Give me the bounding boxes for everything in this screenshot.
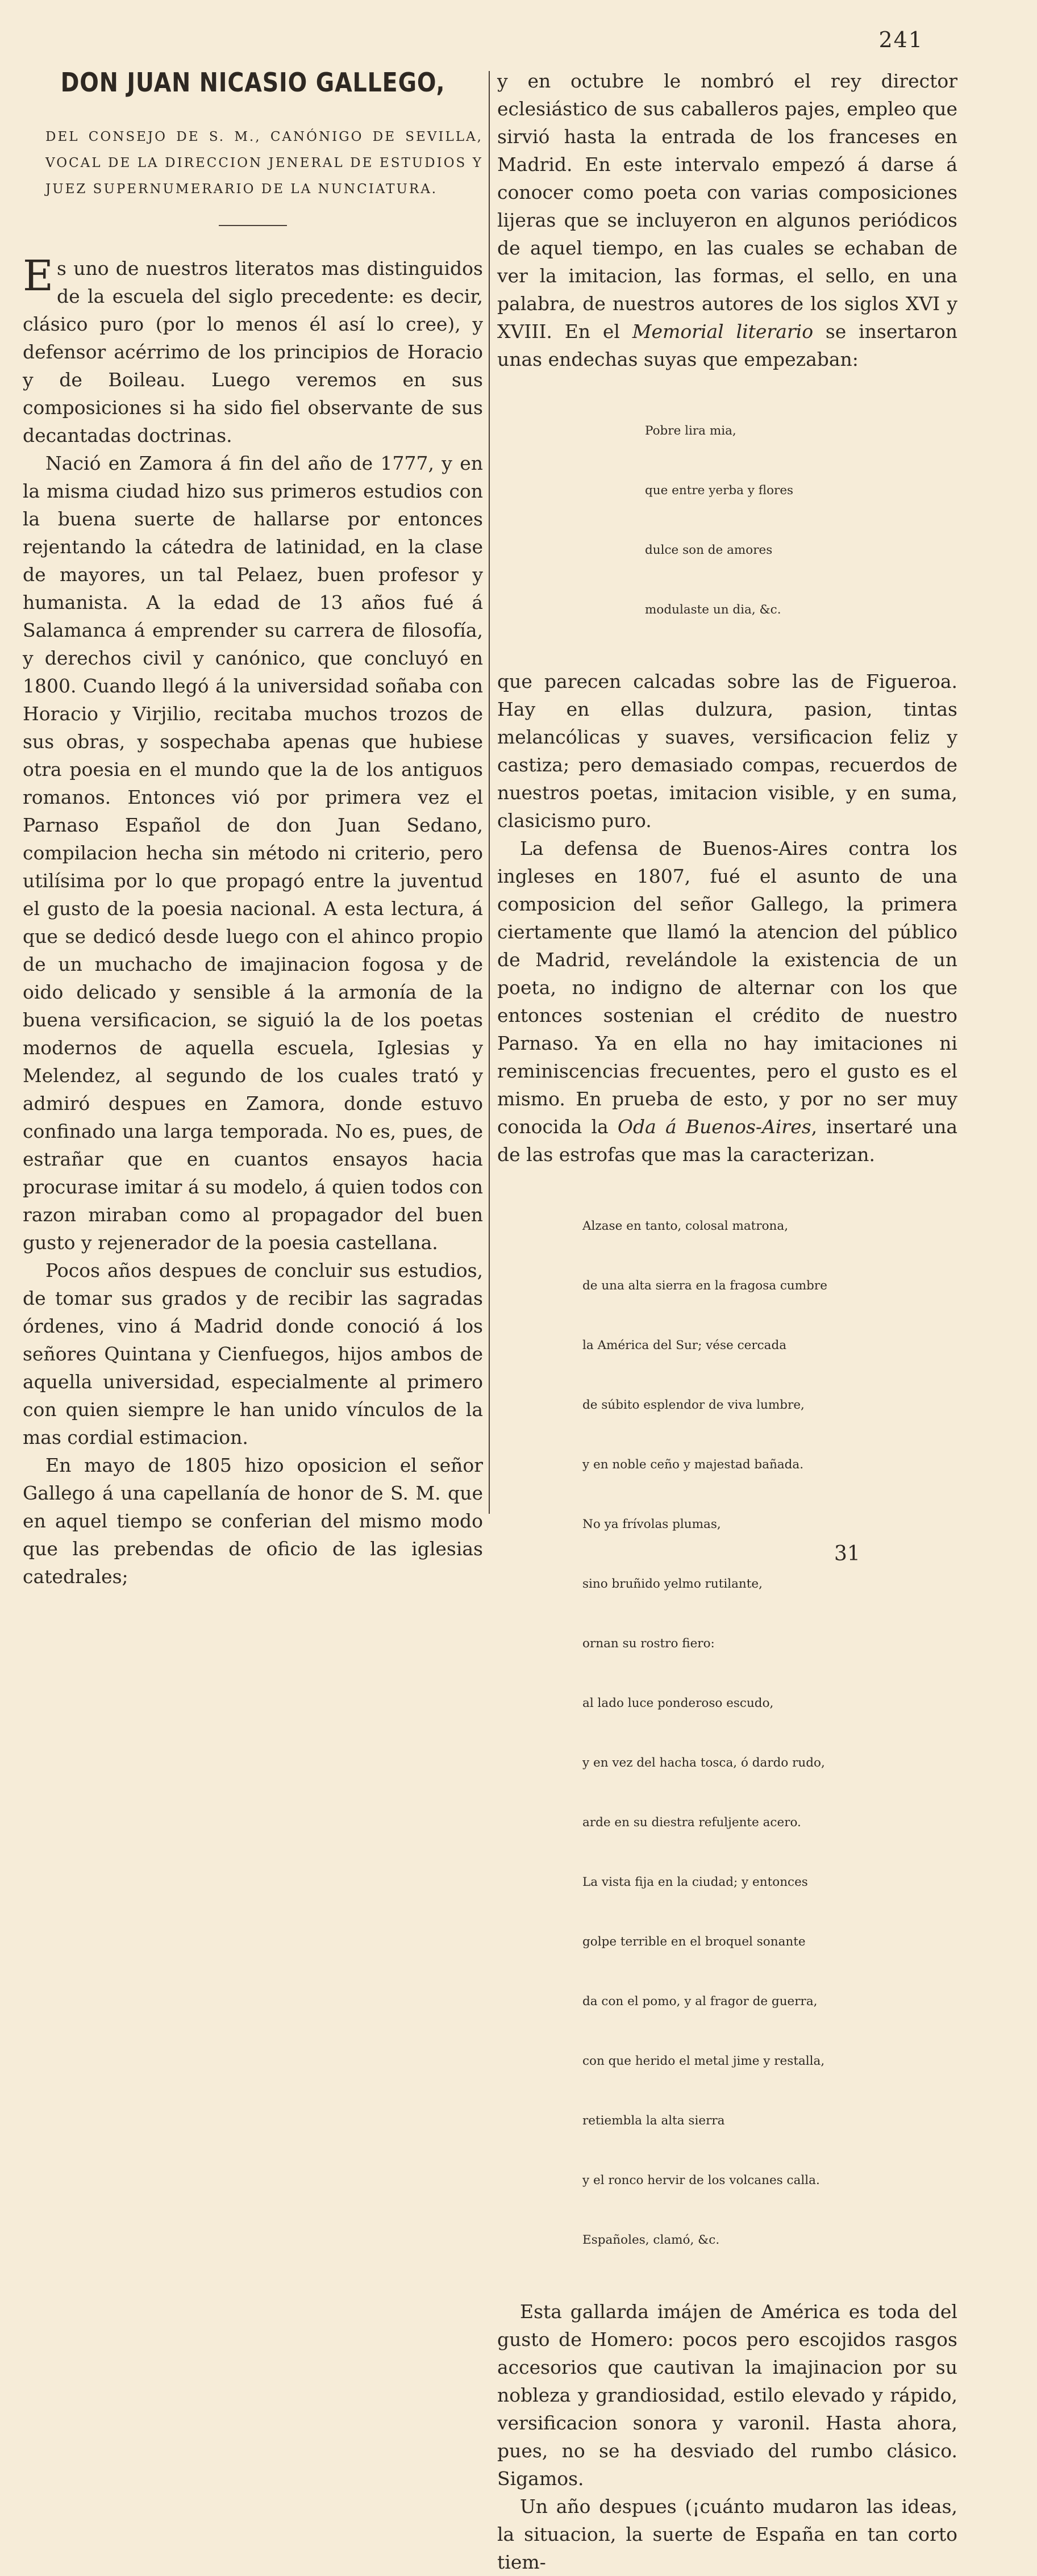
paragraph-5: y en octubre le nombró el rey director eclesiástico de sus caballeros pajes, empleo que sirvió hasta la entrada de los franceses en Madrid. En este intervalo empezó á darse á conocer como poeta con varias composiciones lijeras que se incluyeron en algunos periódicos de aquel tiempo, en las cuales se echaban de ver la imitacion, las formas, el sello, en una palabra, de nuestros autores de los siglos XVI y XVIII. En el Memorial literario se insertaron unas endechas suyas que empezaban:: [497, 70, 957, 370]
paragraph-2: Nació en Zamora á fin del año de 1777, y en la misma ciudad hizo sus primeros estudios con la buena suerte de hallarse por entonces rejentando la cátedra de latinidad, en la clase de mayores, un tal Pelaez, buen profesor y humanista. A la edad de 13 años fué á Salamanca á emprender su carrera de filosofía, y derechos civil y canónico, que concluyó en 1800. Cuando llegó á la universidad soñaba con Horacio y Virjilio, recitaba muchos trozos de sus obras, y sospechaba apenas que hubiese otra poesia en el mundo que la de los antiguos romanos. Entonces vió por primera vez el Parnaso Español de don Juan Sedano, compilacion hecha sin método ni criterio, pero utilísima por lo que propagó entre la juventud el gusto de la poesia nacional. A esta lectura, á que se dedicó desde luego con el ahinco propio de un muchacho de imajinacion fogosa y de oido delicado y sensible á la armonía de la buena versificacion, se siguió la de los poetas modernos de aquella escuela, Iglesias y Melendez, al segundo de los cuales trató y admiró despues en Zamora, donde estuvo confinado una larga temporada. No es, pues, de estrañar que en cuantos ensayos hacia procurase imitar á su modelo, á quien todos con razon miraban como al propagador del buen gusto y rejenerador de la poesia castellana.: [23, 452, 483, 1254]
verse-line: arde en su diestra refuljente acero.: [582, 1815, 801, 1830]
left-column: [23, 67, 483, 1590]
paragraph-1-text: s uno de nuestros literatos mas distinguidos de la escuela del siglo precedente: es decir, clásico puro (por lo menos él así lo cree), y defensor acérrimo de los principios de Horacio y de Boileau. Luego veremos en sus composiciones si ha sido fiel observante de sus decantadas doctrinas.: [23, 257, 483, 446]
journal-title: Memorial literario: [632, 320, 814, 343]
paragraph-4: En mayo de 1805 hizo oposicion el señor Gallego á una capellanía de honor de S. M. que en aquel tiempo se conferian del mismo modo que las prebendas de oficio de las iglesias catedrales;: [23, 1454, 483, 1588]
verse-line: No ya frívolas plumas,: [582, 1517, 721, 1531]
verse-line: Españoles, clamó, &c.: [582, 2233, 720, 2247]
verse-line: de una alta sierra en la fragosa cumbre: [582, 1279, 827, 1293]
verse-line: la América del Sur; vése cercada: [582, 1338, 787, 1352]
article-title: DON JUAN NICASIO GALLEGO,: [60, 67, 445, 98]
verse-line: La vista fija en la ciudad; y entonces: [582, 1875, 808, 1889]
ode-title: Oda á Buenos-Aires: [617, 1116, 811, 1138]
verse-line: modulaste un dia, &c.: [645, 603, 781, 617]
paragraph-8: Esta gallarda imájen de América es toda del gusto de Homero: pocos pero escojidos rasgos accesorios que cautivan la imajinacion por su nobleza y grandiosidad, estilo elevado y rápido, versificacion sonora y varonil. Hasta ahora, pues, no se ha desviado del rumbo clásico. Sigamos.: [497, 2301, 957, 2490]
article-subtitle: DEL CONSEJO DE S. M., CANÓNIGO DE SEVILLA, VOCAL DE LA DIRECCION JENERAL DE ESTUDIOS Y JUEZ SUPERNUMERARIO DE LA NUNCIATURA.: [45, 130, 483, 197]
paragraph-7: La defensa de Buenos-Aires contra los ingleses en 1807, fué el asunto de una composicion del señor Gallego, la primera ciertamente que llamó la atencion del público de Madrid, revelándole la existencia de un poeta, no indigno de alternar con los que entonces sostenian el crédito de nuestro Parnaso. Ya en ella no hay imitaciones ni reminiscencias frecuentes, pero el gusto es el mismo. En prueba de esto, y por no ser muy conocida la Oda á Buenos-Aires, insertaré una de las estrofas que mas la caracterizan.: [497, 837, 957, 1166]
verse-line: y el ronco hervir de los volcanes calla.: [582, 2173, 820, 2187]
verse-line: y en vez del hacha tosca, ó dardo rudo,: [582, 1756, 825, 1770]
verse-line: de súbito esplendor de viva lumbre,: [582, 1398, 805, 1412]
verse-line: da con el pomo, y al fragor de guerra,: [582, 1994, 818, 2009]
verse-line: al lado luce ponderoso escudo,: [582, 1696, 774, 1710]
verse-line: ornan su rostro fiero:: [582, 1636, 715, 1651]
page-number: 241: [878, 27, 923, 52]
verse-line: Alzase en tanto, colosal matrona,: [582, 1219, 789, 1233]
verse-line: con que herido el metal jime y restalla,: [582, 2054, 825, 2068]
verse-line: sino bruñido yelmo rutilante,: [582, 1577, 763, 1591]
verse-oda: [497, 1176, 957, 2290]
verse-line: golpe terrible en el broquel sonante: [582, 1935, 806, 1949]
verse-line: y en noble ceño y majestad bañada.: [582, 1458, 804, 1472]
right-column: [497, 67, 957, 2576]
paragraph-3: Pocos años despues de concluir sus estudios, de tomar sus grados y de recibir las sagradas órdenes, vino á Madrid donde conoció á los señores Quintana y Cienfuegos, hijos ambos de aquella universidad, especialmente al primero con quien siempre le han unido vínculos de la mas cordial estimacion.: [23, 1259, 483, 1448]
verse-endechas: [497, 381, 957, 659]
title-rule: [219, 225, 287, 226]
paragraph-6: que parecen calcadas sobre las de Figueroa. Hay en ellas dulzura, pasion, tintas melancólicas y suaves, versificacion feliz y castiza; pero demasiado compas, recuerdos de nuestros poetas, imitacion visible, y en suma, clasicismo puro.: [497, 670, 957, 832]
verse-line: retiembla la alta sierra: [582, 2114, 725, 2128]
paragraph-1: [23, 254, 483, 449]
verse-line: dulce son de amores: [645, 543, 773, 557]
column-divider: [489, 71, 490, 1514]
verse-line: que entre yerba y flores: [645, 483, 794, 498]
drop-cap: E: [23, 252, 54, 300]
signature-mark: 31: [834, 1542, 860, 1565]
verse-line: Pobre lira mia,: [645, 424, 736, 438]
paragraph-9: Un año despues (¡cuánto mudaron las ideas, la situacion, la suerte de España en tan corto tiem-: [497, 2495, 957, 2573]
